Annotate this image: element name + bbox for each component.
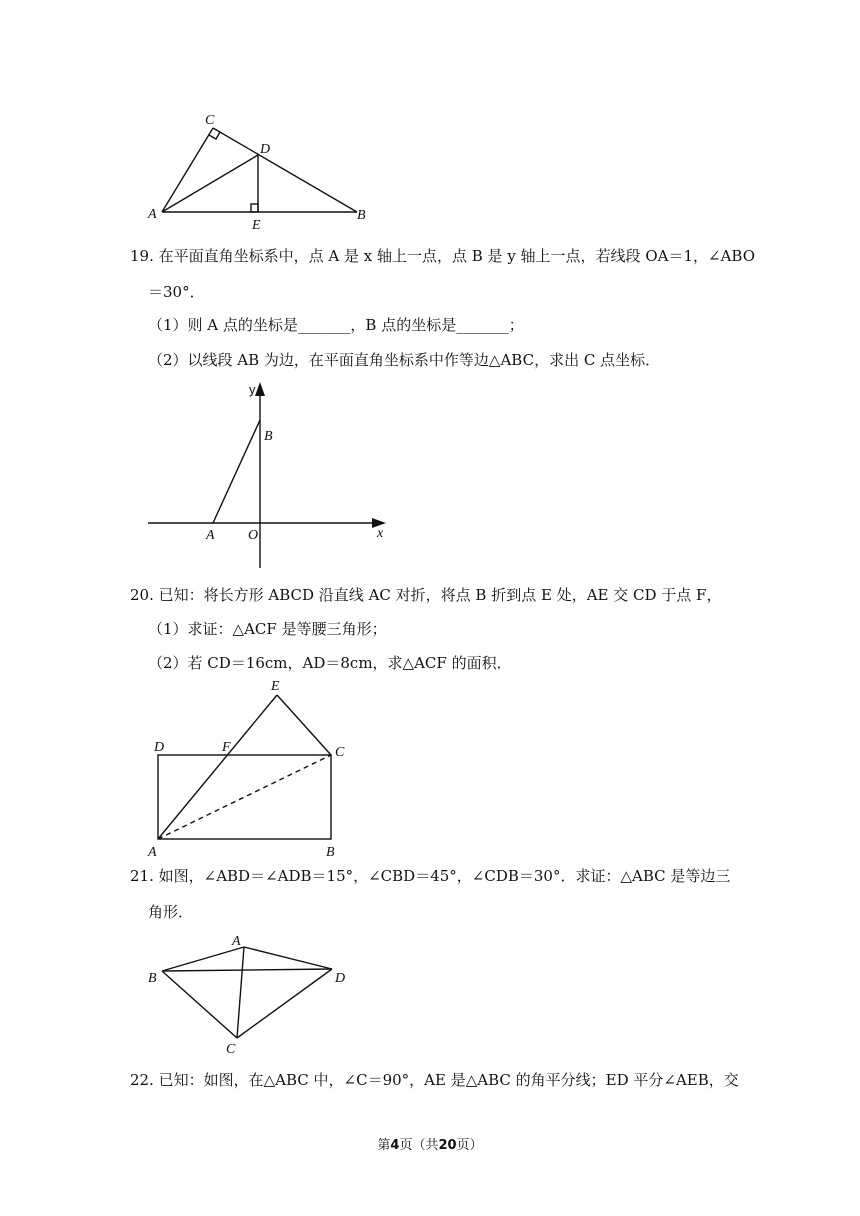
- footer-suffix: 页）: [456, 1138, 483, 1153]
- figure-20-rectangle-fold: [140, 675, 370, 865]
- label-B: B: [148, 971, 157, 986]
- label-D: D: [335, 971, 346, 986]
- label-D: D: [154, 740, 165, 755]
- label-C: C: [205, 113, 215, 128]
- footer-prefix: 第: [377, 1138, 391, 1153]
- q19-stem-line2: ＝30°．: [148, 283, 205, 301]
- label-E: E: [252, 218, 261, 233]
- q21-stem-line1: 21. 如图，∠ABD＝∠ADB＝15°，∠CBD＝45°，∠CDB＝30°．求证：△ABC 是等边三: [130, 867, 731, 885]
- label-C: C: [335, 745, 345, 760]
- q19-part1: （1）则 A 点的坐标是_______，B 点的坐标是_______；: [148, 316, 524, 334]
- label-B: B: [357, 208, 366, 223]
- footer-mid: 页（共: [399, 1138, 439, 1153]
- q21-stem-line2: 角形．: [148, 903, 194, 921]
- label-A: A: [148, 845, 157, 860]
- footer-total-pages: 20: [438, 1138, 457, 1153]
- label-F: F: [222, 740, 231, 755]
- q20-stem: 20. 已知：将长方形 ABCD 沿直线 AC 对折，将点 B 折到点 E 处，AE 交 CD 于点 F，: [130, 586, 722, 604]
- label-A: A: [206, 528, 215, 543]
- q20-part1: （1）求证：△ACF 是等腰三角形；: [148, 620, 387, 638]
- q20-part2: （2）若 CD＝16cm，AD＝8cm，求△ACF 的面积．: [148, 654, 512, 672]
- page-footer: [0, 1134, 860, 1153]
- figure-18-triangle: [140, 108, 380, 233]
- label-E: E: [271, 679, 280, 694]
- label-O: O: [248, 528, 259, 543]
- label-A: A: [232, 934, 241, 949]
- figure-21-quadrilateral: [140, 928, 360, 1058]
- label-D: D: [260, 142, 271, 157]
- q22-stem: 22. 已知：如图，在△ABC 中，∠C＝90°，AE 是△ABC 的角平分线；ED 平分∠AEB，交: [130, 1071, 739, 1089]
- label-A: A: [148, 207, 157, 222]
- axis-label-y: y: [249, 382, 256, 397]
- label-C: C: [226, 1042, 236, 1057]
- label-B: B: [326, 845, 335, 860]
- axis-label-x: x: [377, 526, 384, 541]
- label-B: B: [264, 429, 273, 444]
- q19-stem-line1: 19. 在平面直角坐标系中，点 A 是 x 轴上一点，点 B 是 y 轴上一点，若线段 OA＝1，∠ABO: [130, 247, 756, 265]
- q19-part2: （2）以线段 AB 为边，在平面直角坐标系中作等边△ABC，求出 C 点坐标．: [148, 351, 661, 369]
- footer-page-number: 4: [390, 1138, 400, 1153]
- figure-19-coordinate-plane: [140, 378, 400, 573]
